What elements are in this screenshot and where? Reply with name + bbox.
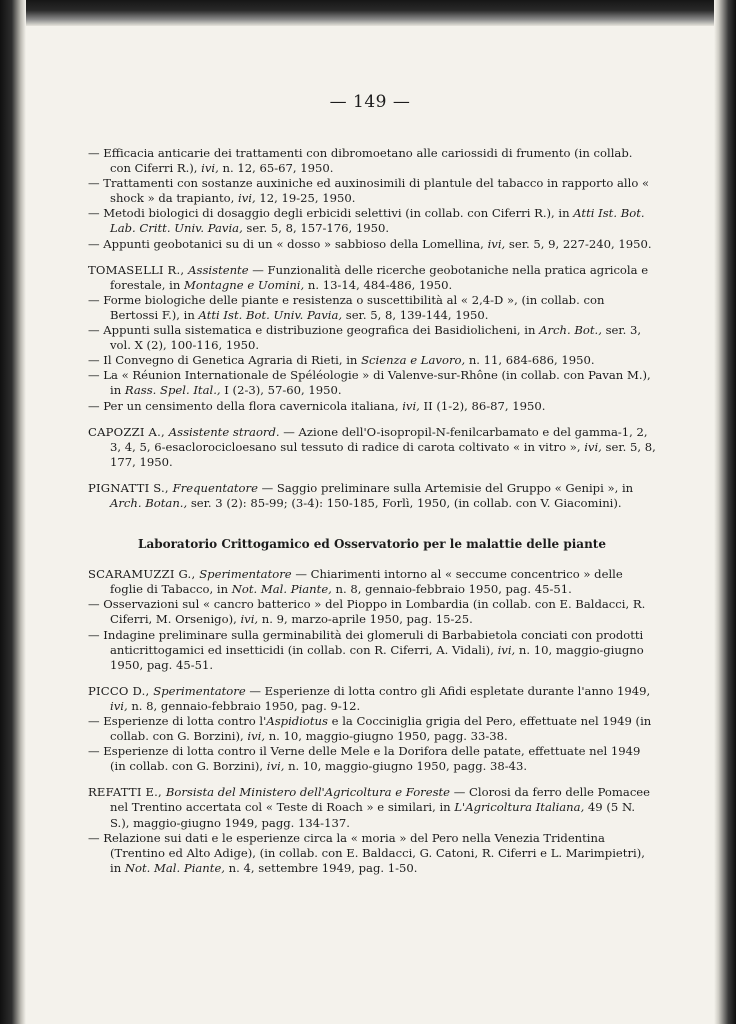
page-body bbox=[88, 146, 656, 876]
bibliography-entry: — Per un censimento della flora cavernicola italiana, ivi, II (1-2), 86-87, 1950. bbox=[88, 398, 546, 413]
section-heading: Laboratorio Crittogamico ed Osservatorio per le malattie delle piante bbox=[138, 537, 606, 552]
scan-left-binding-shadow bbox=[0, 0, 26, 1024]
author-role: Assistente bbox=[188, 262, 249, 277]
page-number: — 149 — bbox=[329, 92, 411, 112]
bibliography-entry: — Metodi biologici di dosaggio degli erbicidi selettivi (in collab. con Ciferri R.), in Atti Ist. Bot. Lab. Critt. Univ. Pavia, ser. 5, 8, 157-176, 1950. bbox=[88, 206, 645, 236]
bibliography-entry: — Relazione sui dati e le esperienze circa la « moria » del Pero nella Venezia Tridentina (Trentino ed Alto Adige), (in collab. con E. Baldacci, G. Catoni, R. Ciferri e L. Marimpietri), in Not. Mal. Piante, n. 4, settembre 1949, pag. 1-50. bbox=[88, 830, 645, 875]
scan-right-edge-shadow bbox=[714, 0, 736, 1024]
bibliography-entry-pignatti: PIGNATTI S., Frequentatore — Saggio preliminare sulla Artemisie del Gruppo « Genipi », in Arch. Botan., ser. 3 (2): 85-99; (3-4): 150-185, Forlì, 1950, (in collab. con V. Giacomini). bbox=[88, 480, 634, 510]
bibliography-entry: — Forme biologiche delle piante e resistenza o suscettibilità al « 2,4-D », (in collab. con Bertossi F.), in Atti Ist. Bot. Univ. Pavia, ser. 5, 8, 139-144, 1950. bbox=[88, 292, 605, 322]
bibliography-entry-capozzi: CAPOZZI A., Assistente straord. — Azione dell'O-isopropil-N-fenilcarbamato e del gamma-1, 2, 3, 4, 5, 6-esaclorocicloesano sul tessuto di radice di carota coltivato « in vitro », ivi, ser. 5, 8, 177, 1950. bbox=[88, 424, 656, 469]
bibliography-entry: — Esperienze di lotta contro il Verne delle Mele e la Dorifora delle patate, effettuate nel 1949 (in collab. con G. Borzini), ivi, n. 10, maggio-giugno 1950, pagg. 38-43. bbox=[88, 744, 641, 774]
scan-top-shadow bbox=[0, 0, 736, 26]
author-role: Sperimentatore bbox=[199, 567, 292, 582]
author-name: PICCO D., bbox=[88, 683, 154, 698]
author-role: Sperimentatore bbox=[153, 683, 246, 698]
bibliography-entry: — La « Réunion Internationale de Spéléologie » di Valenve-sur-Rhône (in collab. con Pavan M.), in Rass. Spel. Ital., I (2-3), 57-60, 1950. bbox=[88, 368, 651, 398]
bibliography-entry-tomaselli: TOMASELLI R., Assistente — Funzionalità delle ricerche geobotaniche nella pratica agricola e forestale, in Montagne e Uomini, n. 13-14, 484-486, 1950. bbox=[88, 262, 649, 292]
author-role: Borsista del Ministero dell'Agricoltura e Foreste bbox=[165, 785, 451, 800]
bibliography-entry: — Il Convegno di Genetica Agraria di Rieti, in Scienza e Lavoro, n. 11, 684-686, 1950. bbox=[88, 353, 595, 368]
bibliography-entry-refatti: REFATTI E., Borsista del Ministero dell'Agricoltura e Foreste — Clorosi da ferro delle Pomacee nel Trentino accertata col « Teste di Roach » e similari, in L'Agricoltura Italiana, 49 (5 N. S.), maggio-giugno 1949, pagg. 134-137. bbox=[88, 785, 651, 830]
bibliography-entry: — Efficacia anticarie dei trattamenti con dibromoetano alle cariossidi di frumento (in collab. con Ciferri R.), ivi, n. 12, 65-67, 1950. bbox=[88, 146, 633, 176]
bibliography-entry: — Appunti geobotanici su di un « dosso » sabbioso della Lomellina, ivi, ser. 5, 9, 227-240, 1950. bbox=[88, 236, 652, 251]
author-name: REFATTI E., bbox=[88, 785, 166, 800]
author-name: PIGNATTI S., bbox=[88, 480, 173, 495]
bibliography-entry: — Appunti sulla sistematica e distribuzione geografica dei Basidiolicheni, in Arch. Bot., ser. 3, vol. X (2), 100-116, 1950. bbox=[88, 323, 642, 353]
bibliography-entry: — Esperienze di lotta contro l'Aspidiotus e la Cocciniglia grigia del Pero, effettuate nel 1949 (in collab. con G. Borzini), ivi, n. 10, maggio-giugno 1950, pagg. 33-38. bbox=[88, 714, 652, 744]
author-role: Assistente straord. bbox=[168, 424, 280, 439]
bibliography-entry-picco: PICCO D., Sperimentatore — Esperienze di lotta contro gli Afidi espletate durante l'anno 1949, ivi, n. 8, gennaio-febbraio 1950, pag. 9-12. bbox=[88, 683, 651, 713]
bibliography-entry-scaramuzzi: SCARAMUZZI G., Sperimentatore — Chiarimenti intorno al « seccume concentrico » delle foglie di Tabacco, in Not. Mal. Piante, n. 8, gennaio-febbraio 1950, pag. 45-51. bbox=[88, 567, 623, 597]
author-role: Frequentatore bbox=[172, 480, 258, 495]
author-name: SCARAMUZZI G., bbox=[88, 567, 200, 582]
author-name: CAPOZZI A., bbox=[88, 424, 169, 439]
bibliography-entry: — Trattamenti con sostanze auxiniche ed auxinosimili di plantule del tabacco in rapporto allo « shock » da trapianto, ivi, 12, 19-25, 1950. bbox=[88, 176, 650, 206]
bibliography-entry: — Osservazioni sul « cancro batterico » del Pioppo in Lombardia (in collab. con E. Baldacci, R. Ciferri, M. Orsenigo), ivi, n. 9, marzo-aprile 1950, pag. 15-25. bbox=[88, 597, 646, 627]
bibliography-entry: — Indagine preliminare sulla germinabilità dei glomeruli di Barbabietola conciati con prodotti anticrittogamici ed insetticidi (in collab. con R. Ciferri, A. Vidali), ivi, n. 10, maggio-giugno 1950, pag. 45-51. bbox=[88, 627, 644, 672]
author-name: TOMASELLI R., bbox=[88, 262, 189, 277]
